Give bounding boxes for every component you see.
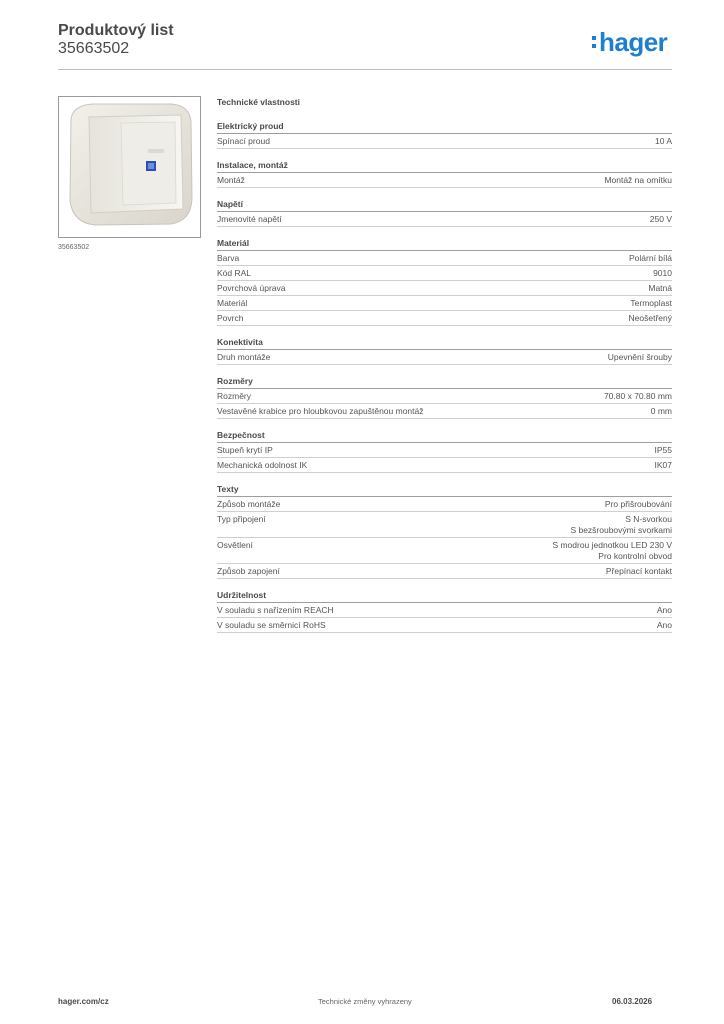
spec-value: [629, 253, 672, 264]
spec-row: [217, 497, 672, 512]
spec-section: [217, 159, 672, 188]
spec-value: [655, 460, 673, 471]
spec-row: [217, 443, 672, 458]
footer-date: 06.03.2026: [612, 997, 653, 1006]
section-heading: Instalace, montáž: [217, 159, 672, 173]
spec-label: V souladu s nařízením REACH: [217, 604, 334, 615]
spec-value-line: Pro přišroubování: [604, 498, 672, 509]
footer-note: Technické změny vyhrazeny: [318, 997, 412, 1006]
spec-value-line: Pro kontrolní obvod: [598, 550, 672, 561]
spec-label: Kód RAL: [217, 267, 252, 278]
spec-label: Spínací proud: [217, 135, 270, 146]
spec-row: [217, 311, 672, 326]
section-heading: Materiál: [217, 237, 672, 251]
spec-label: Jmenovité napětí: [217, 213, 282, 224]
spec-label: V souladu se směrnicí RoHS: [217, 619, 326, 630]
spec-row: [217, 618, 672, 633]
spec-row: [217, 538, 672, 564]
spec-value-line: 250 V: [649, 213, 672, 224]
spec-label: Montáž: [217, 174, 245, 185]
spec-value-line: Neošetřený: [628, 312, 672, 323]
spec-value: [655, 445, 673, 456]
spec-value: [629, 313, 672, 324]
spec-label: Typ připojení: [217, 513, 266, 524]
image-caption: 35663502: [58, 244, 90, 251]
spec-label: Barva: [217, 252, 240, 263]
spec-section: [217, 483, 672, 579]
spec-value-line: S modrou jednotkou LED 230 V: [552, 539, 672, 550]
spec-value-line: Matná: [648, 282, 672, 293]
spec-value: [604, 175, 672, 186]
spec-value: [605, 499, 672, 510]
spec-value-line: S bezšroubovými svorkami: [570, 524, 672, 535]
spec-value: [657, 620, 672, 631]
spec-value: [657, 605, 672, 616]
spec-value-line: Ano: [656, 619, 672, 630]
spec-value: [655, 136, 672, 147]
spec-value: [606, 566, 672, 577]
footer-website[interactable]: hager.com/cz: [58, 997, 109, 1006]
spec-label: Rozměry: [217, 390, 252, 401]
page-title: Produktový list: [58, 22, 174, 39]
section-heading: Bezpečnost: [217, 429, 672, 443]
spec-row: [217, 564, 672, 579]
spec-value-line: IP55: [654, 444, 672, 455]
spec-sections: [217, 120, 672, 633]
spec-section: [217, 429, 672, 473]
spec-label: Způsob zapojení: [217, 565, 280, 576]
logo-dots-icon: [592, 36, 597, 52]
spec-label: Vestavěné krabice pro hloubkovou zapuštěnou montáž: [217, 405, 424, 416]
spec-label: Mechanická odolnost IK: [217, 459, 308, 470]
section-heading: Napětí: [217, 198, 672, 212]
spec-section: [217, 237, 672, 326]
spec-value: [650, 214, 672, 225]
section-heading: Udržitelnost: [217, 589, 672, 603]
spec-row: [217, 389, 672, 404]
section-heading: Texty: [217, 483, 672, 497]
spec-row: [217, 251, 672, 266]
spec-value-line: 9010: [653, 267, 672, 278]
section-heading: Rozměry: [217, 375, 672, 389]
spec-section: [217, 198, 672, 227]
spec-value-line: S N-svorkou: [625, 513, 672, 524]
section-heading: Konektivita: [217, 336, 672, 350]
spec-label: Povrchová úprava: [217, 282, 286, 293]
spec-row: [217, 266, 672, 281]
spec-section: [217, 375, 672, 419]
spec-value-line: 0 mm: [650, 405, 672, 416]
spec-section: [217, 336, 672, 365]
spec-value-line: 10 A: [654, 135, 672, 146]
header-divider: [58, 69, 672, 70]
spec-value: [604, 391, 672, 402]
spec-row: [217, 458, 672, 473]
spec-label: Osvětlení: [217, 539, 253, 550]
spec-label: Stupeň krytí IP: [217, 444, 273, 455]
spec-value-line: Termoplast: [630, 297, 672, 308]
spec-value: [608, 352, 672, 363]
spec-value: [651, 406, 672, 417]
spec-section: [217, 589, 672, 633]
spec-row: [217, 603, 672, 618]
product-code: 35663502: [58, 40, 130, 57]
spec-value-line: Ano: [656, 604, 672, 615]
spec-value: [648, 283, 672, 294]
spec-row: [217, 350, 672, 365]
spec-label: Druh montáže: [217, 351, 271, 362]
spec-value-line: IK07: [654, 459, 672, 470]
spec-title: Technické vlastnosti: [217, 97, 300, 107]
spec-row: [217, 173, 672, 188]
spec-row: [217, 212, 672, 227]
spec-row: [217, 134, 672, 149]
spec-value-line: Přepínací kontakt: [605, 565, 672, 576]
section-heading: Elektrický proud: [217, 120, 672, 134]
spec-value: [552, 540, 672, 562]
spec-section: [217, 120, 672, 149]
spec-value: [570, 514, 672, 536]
spec-value-line: Upevnění šrouby: [607, 351, 672, 362]
spec-row: [217, 404, 672, 419]
spec-row: [217, 281, 672, 296]
spec-value: [653, 268, 672, 279]
spec-value: [630, 298, 672, 309]
product-image: [58, 96, 201, 238]
spec-row: [217, 512, 672, 538]
spec-row: [217, 296, 672, 311]
spec-label: Způsob montáže: [217, 498, 281, 509]
spec-label: Povrch: [217, 312, 244, 323]
spec-label: Materiál: [217, 297, 248, 308]
hager-logo: hager: [593, 27, 667, 57]
spec-value-line: 70.80 x 70.80 mm: [603, 390, 672, 401]
spec-value-line: Montáž na omítku: [604, 174, 672, 185]
spec-value-line: Polární bílá: [629, 252, 672, 263]
technical-properties: [217, 95, 672, 643]
switch-icon: [59, 97, 200, 237]
